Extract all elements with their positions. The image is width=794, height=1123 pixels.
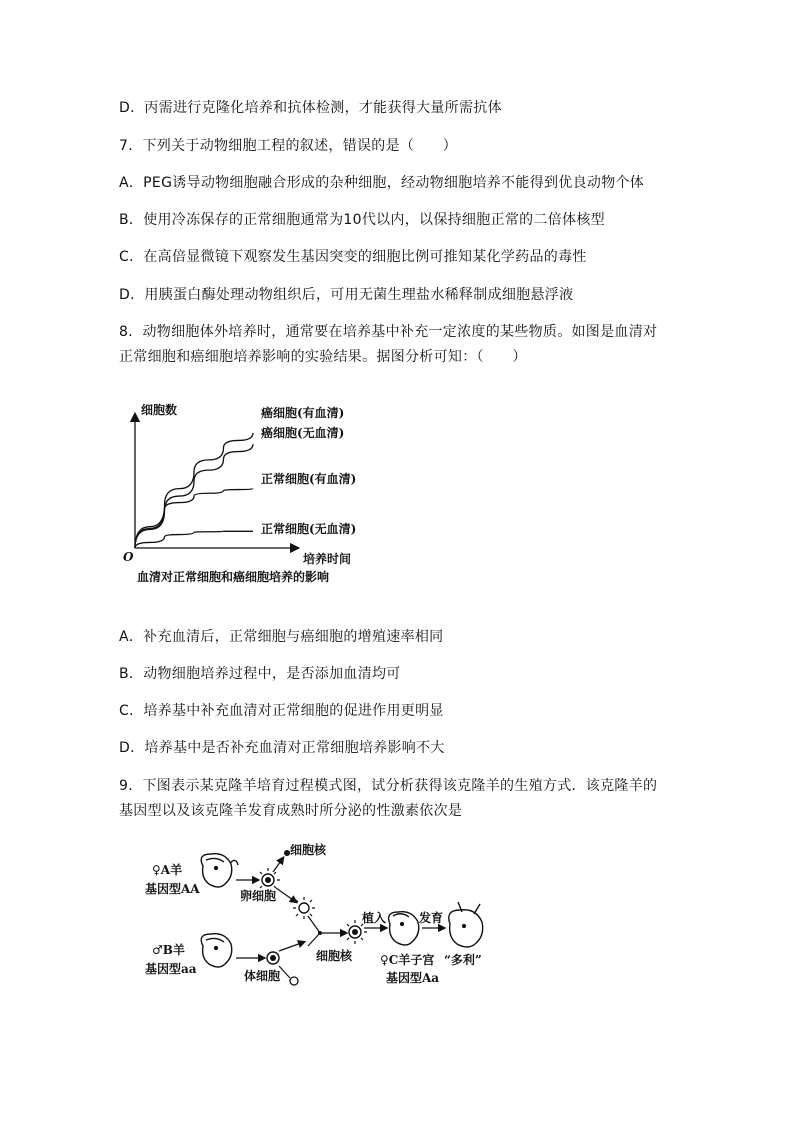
q8-stem-line1: 8．动物细胞体外培养时，通常要在培养基中补充一定浓度的某些物质。如图是血清对	[119, 324, 658, 340]
q7-option-a: A．PEG诱导动物细胞融合形成的杂种细胞，经动物细胞培养不能得到优良动物个体	[119, 175, 645, 191]
body-cell-label: 体细胞	[244, 969, 281, 983]
nucleus-bottom-label: 细胞核	[316, 949, 353, 963]
series-line-3	[135, 489, 253, 548]
q8-option-d: D．培养基中是否补充血清对正常细胞培养影响不大	[119, 740, 445, 756]
cloning-diagram	[140, 838, 520, 993]
sheep-a-icon	[201, 854, 238, 887]
serum-growth-chart	[115, 395, 375, 590]
series-line-4	[135, 531, 253, 548]
genotype-b-label: 基因型aa	[145, 962, 197, 976]
nucleus-top-label: 细胞核	[290, 843, 327, 857]
genotype-a-label: 基因型AA	[145, 882, 200, 896]
q9-stem-line1: 9．下图表示某克隆羊培育过程模式图，试分析获得该克隆羊的生殖方式．该克隆羊的	[119, 778, 658, 794]
x-axis-label: 培养时间	[303, 552, 352, 566]
body-cell-empty	[290, 977, 298, 985]
dolly-sheep-icon	[449, 902, 483, 947]
fusion-lines	[308, 916, 320, 946]
dolly-label: “多利”	[444, 953, 482, 967]
fusion-dot	[318, 931, 322, 935]
q7-option-d: D．用胰蛋白酶处理动物组织后，可用无菌生理盐水稀释制成细胞悬浮液	[119, 287, 574, 303]
series-label-2: 癌细胞(无血清)	[261, 426, 345, 440]
sheep-b-icon	[201, 934, 232, 967]
arrow-to-enucleated	[276, 888, 296, 902]
series-label-4: 正常细胞(无血清)	[261, 522, 357, 536]
series-label-3: 正常细胞(有血清)	[261, 472, 357, 486]
sheep-c-label: ♀C羊子宫	[380, 953, 435, 967]
arrow-nucleus-up	[279, 942, 304, 951]
arrow-to-nucleus-top	[273, 858, 283, 872]
q7-option-b: B．使用冷冻保存的正常细胞通常为10代以内，以保持细胞正常的二倍体核型	[119, 212, 605, 228]
egg-cell-label: 卵细胞	[240, 889, 277, 903]
sheep-c-icon	[389, 912, 419, 945]
q8-option-a: A．补充血清后，正常细胞与癌细胞的增殖速率相同	[119, 629, 444, 645]
origin-label: O	[123, 550, 134, 564]
q7-stem: 7．下列关于动物细胞工程的叙述，错误的是（ ）	[119, 138, 458, 154]
sheep-b-label: ♂B羊	[152, 943, 185, 957]
q9-stem-line2: 基因型以及该克隆羊发育成熟时所分泌的性激素依次是	[119, 803, 463, 819]
chart-caption: 血清对正常细胞和癌细胞培养的影响	[137, 570, 330, 584]
implant-label: 植入	[362, 911, 387, 925]
q6-option-d: D．丙需进行克隆化培养和抗体检测，才能获得大量所需抗体	[119, 100, 502, 116]
develop-label: 发育	[419, 911, 444, 925]
genotype-c-label: 基因型Aa	[386, 971, 440, 985]
q8-option-b: B．动物细胞培养过程中，是否添加血清均可	[119, 666, 401, 682]
q7-option-c: C．在高倍显微镜下观察发生基因突变的细胞比例可推知某化学药品的毒性	[119, 249, 587, 265]
sheep-a-label: ♀A羊	[152, 863, 183, 877]
q8-stem-line2: 正常细胞和癌细胞培养影响的实验结果。据图分析可知：（ ）	[119, 349, 527, 365]
arrow-body-to-nucleus	[279, 966, 290, 978]
q8-option-c: C．培养基中补充血清对正常细胞的促进作用更明显	[119, 703, 444, 719]
enucleated-egg-icon	[293, 897, 315, 919]
series-label-1: 癌细胞(有血清)	[261, 406, 345, 420]
body-cell-icon	[267, 952, 279, 964]
y-axis-label: 细胞数	[141, 403, 178, 417]
